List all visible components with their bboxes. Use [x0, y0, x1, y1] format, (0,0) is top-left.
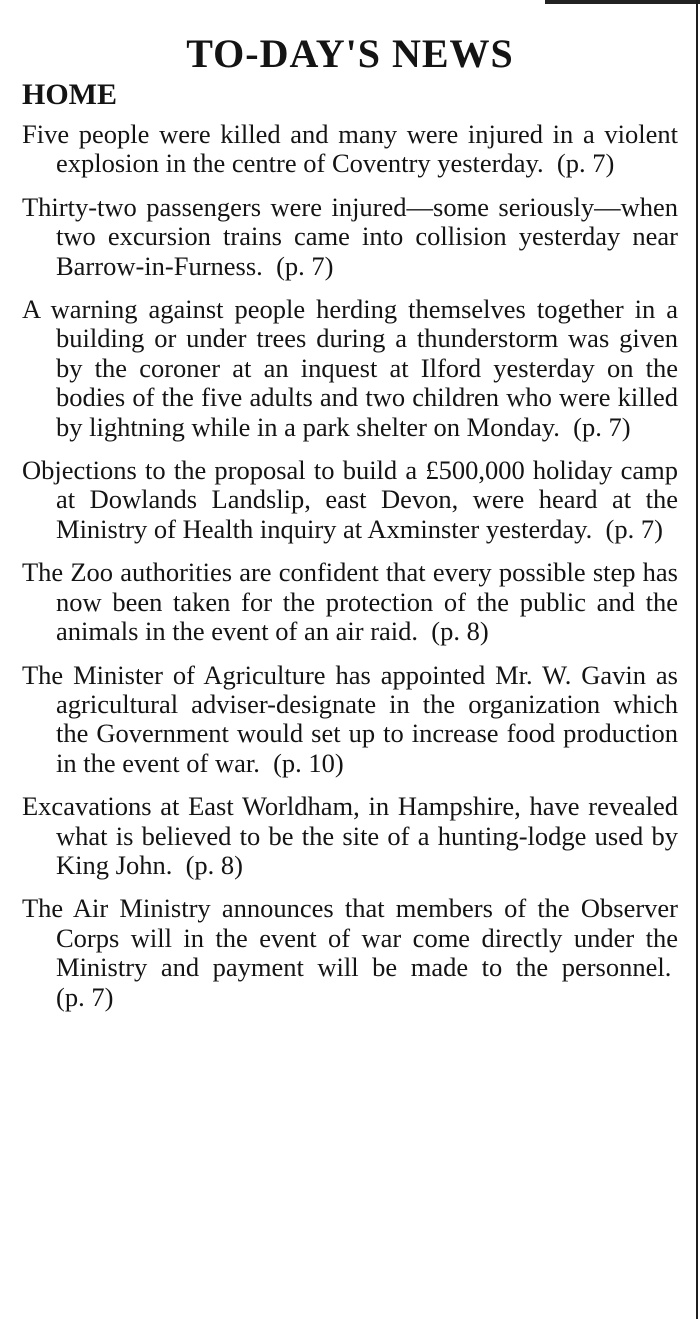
news-item-text: A warning against people herding themselves together in a building or under trees during a thunderstorm was given by the coroner at an inquest at Ilford yesterday on the bodies of the five adults and two children who were killed by lightning while in a park shelter on Monday. [22, 294, 678, 442]
news-item-text: Thirty-two passengers were injured—some seriously—when two excursion trains came into collision yesterday near Barrow-in-Furness. [22, 191, 678, 281]
news-item-text: Excavations at East Worldham, in Hampshire, have revealed what is believed to be the site of a hunting-lodge used by King John. [22, 791, 678, 880]
column-rule [696, 0, 698, 1319]
page-reference: (p. 7) [605, 513, 663, 544]
page-reference: (p. 7) [573, 411, 631, 442]
news-item-text: The Minister of Agriculture has appointed Mr. W. Gavin as agricultural adviser-designate in the organization which the Government would set up to increase food production in the event of war. [22, 659, 678, 778]
news-item [22, 558, 678, 646]
news-item [22, 661, 678, 779]
page-reference: (p. 8) [431, 616, 489, 647]
masthead: TO-DAY'S NEWS [186, 31, 514, 76]
news-item [22, 792, 678, 880]
page-reference: (p. 8) [185, 849, 243, 880]
news-item [22, 120, 678, 179]
news-item-text: Objections to the proposal to build a £500,000 holiday camp at Dowlands Landslip, east Devon, were heard at the Ministry of Health inquiry at Axminster yesterday. [22, 455, 678, 544]
top-rule [545, 0, 700, 4]
page-reference: (p. 7) [56, 981, 114, 1012]
news-item [22, 894, 678, 1012]
news-item-text: Five people were killed and many were injured in a violent explosion in the centre of Coventry yesterday. [22, 119, 678, 179]
news-item [22, 456, 678, 544]
news-item [22, 295, 678, 442]
news-item-text: The Zoo authorities are confident that every possible step has now been taken for the protection of the public and the animals in the event of an air raid. [22, 557, 678, 647]
news-column [22, 30, 678, 1026]
page-reference: (p. 10) [273, 747, 344, 778]
section-heading: HOME [22, 78, 117, 111]
news-item-text: The Air Ministry announces that members of the Observer Corps will in the event of war come directly under the Ministry and payment will be made to the personnel. [22, 893, 678, 983]
page-reference: (p. 7) [556, 148, 615, 179]
news-item [22, 193, 678, 281]
page-reference: (p. 7) [276, 250, 334, 281]
